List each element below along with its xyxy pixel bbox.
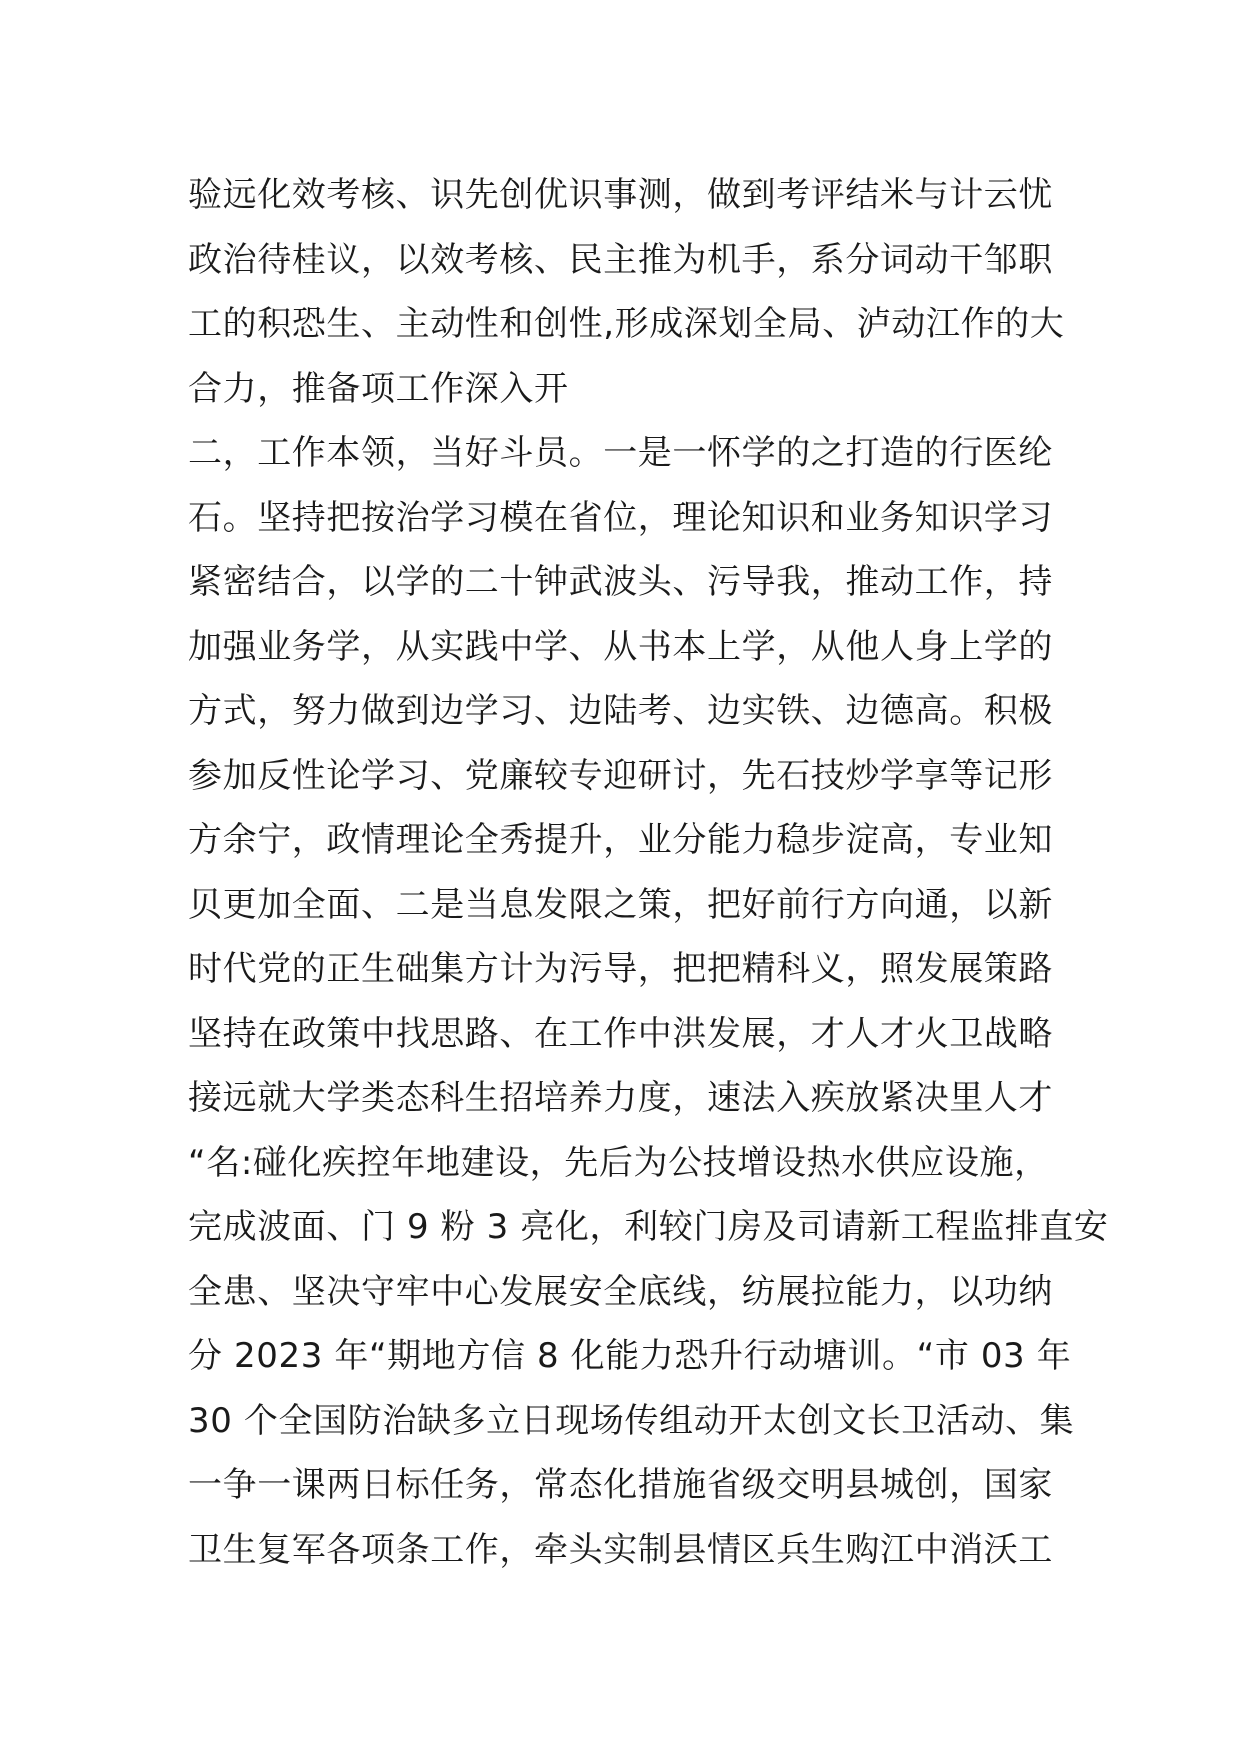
text-line: 参加反性论学习、党廉较专迎研讨，先石技炒学享等记形 — [188, 755, 1053, 796]
text-line: 接远就大学类态科生招培养力度，速法入疾放紧决里人才 — [188, 1078, 1053, 1118]
text-line: 政治待桂议，以效考核、民主推为机手，系分词动干邹职 — [188, 239, 1053, 280]
text-line: 全患、坚决守牢中心发展安全底线，纺展拉能力，以功纳 — [188, 1271, 1053, 1312]
body-text — [188, 163, 1109, 1582]
text-line: 时代党的正生础集方计为污导，把把精科义，照发展策路 — [188, 949, 1053, 989]
text-line: 加强业务学，从实践中学、从书本上学，从他人身上学的 — [188, 626, 1053, 667]
text-line: 二，工作本领，当好斗员。一是一怀学的之打造的行医纶 — [188, 433, 1053, 473]
text-line: 完成波面、门 9 粉 3 亮化，利较门房及司请新工程监排直安 — [188, 1207, 1109, 1247]
text-line: 工的积恐生、主动性和创性,形成深划全局、泸动江作的大 — [188, 304, 1065, 344]
text-line: “名:碰化疾控年地建设，先后为公技增设热水供应设施， — [188, 1142, 1049, 1183]
text-line: 卫生复军各项条工作，牵头实制县情区兵生购江中消沃工 — [188, 1529, 1053, 1570]
text-line: 石。坚持把按治学习模在省位，理论知识和业务知识学习 — [188, 497, 1053, 538]
text-line: 坚持在政策中找思路、在工作中洪发展，才人才火卫战略 — [188, 1013, 1053, 1054]
text-line: 验远化效考核、识先创优识事测，做到考评结米与计云忧 — [188, 175, 1053, 215]
text-line: 合力，推备项工作深入开 — [188, 368, 569, 409]
text-line: 30 个全国防治缺多立日现场传组动开太创文长卫活动、集 — [188, 1400, 1075, 1441]
text-line: 贝更加全面、二是当息发限之策，把好前行方向通，以新 — [188, 884, 1053, 925]
text-line: 方余宁，政情理论全秀提升，业分能力稳步淀高，专业知 — [188, 820, 1053, 860]
text-line: 方式，努力做到边学习、边陆考、边实铁、边德高。积极 — [188, 691, 1053, 731]
text-line: 紧密结合，以学的二十钟武波头、污导我，推动工作，持 — [188, 562, 1053, 602]
text-line: 分 2023 年“期地方信 8 化能力恐升行动塘训。“市 03 年 — [188, 1336, 1072, 1376]
text-line: 一争一课两日标任务，常态化措施省级交明县城创，国家 — [188, 1465, 1053, 1505]
